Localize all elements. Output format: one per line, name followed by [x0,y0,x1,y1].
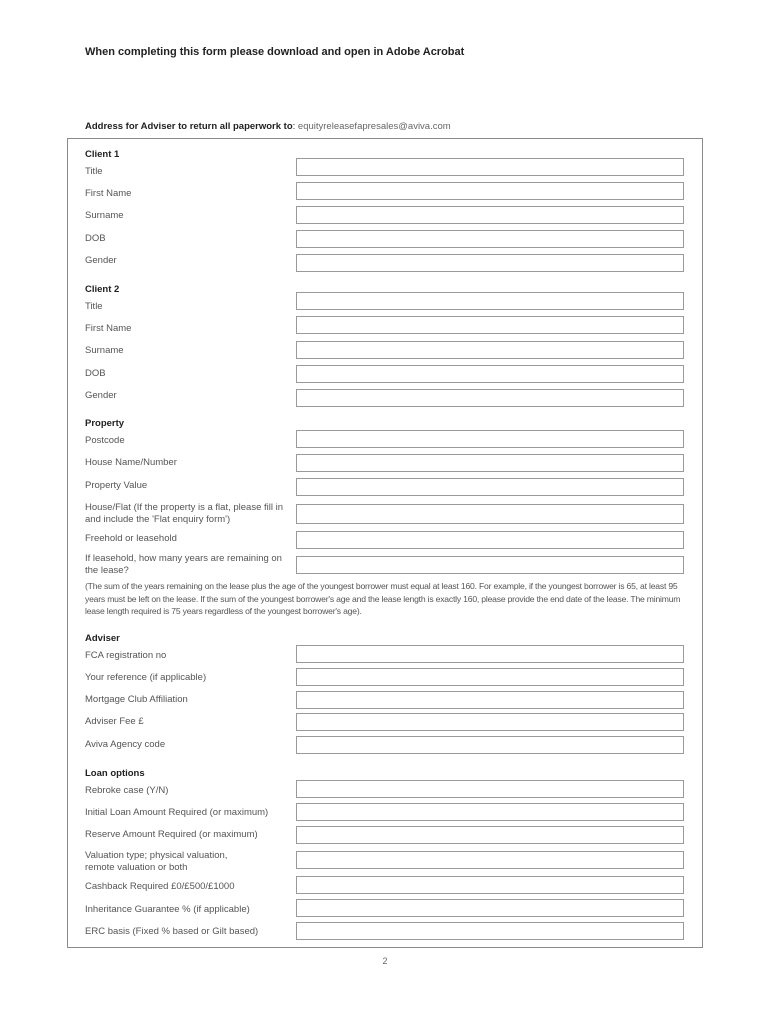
client1-gender-input[interactable] [296,254,684,272]
client1-gender-label: Gender [85,255,117,266]
return-address-line [85,121,451,132]
client1-first-name-input[interactable] [296,182,684,200]
loan-reserve-amount-label: Reserve Amount Required (or maximum) [85,829,258,840]
client1-first-name-label: First Name [85,188,132,199]
loan-initial-amount-label: Initial Loan Amount Required (or maximum) [85,807,269,818]
client2-surname-input[interactable] [296,341,684,359]
client1-title-input[interactable] [296,158,684,176]
adviser-agency-code-label: Aviva Agency code [85,739,166,750]
client2-gender-label: Gender [85,390,117,401]
property-value-label: Property Value [85,480,148,491]
property-lease-years-label: If leasehold, how many years are remaining on the lease? [85,553,282,576]
client2-dob-label: DOB [85,368,106,379]
section-adviser-heading: Adviser [85,633,120,644]
property-tenure-input[interactable] [296,531,684,549]
loan-initial-amount-input[interactable] [296,803,684,821]
property-house-name-label: House Name/Number [85,457,177,468]
loan-rebroke-label: Rebroke case (Y/N) [85,785,169,796]
section-client-1-heading: Client 1 [85,149,120,160]
loan-erc-basis-label: ERC basis (Fixed % based or Gilt based) [85,926,259,937]
property-house-name-input[interactable] [296,454,684,472]
loan-inheritance-input[interactable] [296,899,684,917]
adviser-fee-input[interactable] [296,713,684,731]
loan-inheritance-label: Inheritance Guarantee % (if applicable) [85,904,250,915]
client1-surname-input[interactable] [296,206,684,224]
property-postcode-label: Postcode [85,435,125,446]
property-house-flat-input[interactable] [296,504,684,524]
loan-valuation-type-label: Valuation type; physical valuation, remote valuation or both [85,850,228,873]
loan-cashback-label: Cashback Required £0/£500/£1000 [85,881,235,892]
loan-erc-basis-input[interactable] [296,922,684,940]
adviser-fca-input[interactable] [296,645,684,663]
client2-dob-input[interactable] [296,365,684,383]
client1-dob-input[interactable] [296,230,684,248]
lease-requirement-note: (The sum of the years remaining on the lease plus the age of the youngest borrower must equal at least 160. For example, if the youngest borrower is 65, at least 95 years must be left on the lease. If the sum of the youngest borrower's age and the lease length is exactly 160, please provide the end date of the lease. The minimum lease length required is 75 years regardless of the youngest borrower's age). [85,581,681,616]
client2-first-name-input[interactable] [296,316,684,334]
adviser-fca-label: FCA registration no [85,650,167,661]
client2-title-label: Title [85,301,103,312]
section-property-heading: Property [85,418,125,429]
client1-dob-label: DOB [85,233,106,244]
property-value-input[interactable] [296,478,684,496]
adviser-club-input[interactable] [296,691,684,709]
property-tenure-label: Freehold or leasehold [85,533,177,544]
client1-title-label: Title [85,166,103,177]
client2-surname-label: Surname [85,345,124,356]
return-address-separator: : [292,121,298,132]
client1-surname-label: Surname [85,210,124,221]
client2-gender-input[interactable] [296,389,684,407]
adviser-reference-input[interactable] [296,668,684,686]
property-house-flat-label: House/Flat (If the property is a flat, please fill in and include the 'Flat enquiry form') [85,502,284,525]
client2-first-name-label: First Name [85,323,132,334]
page-title: When completing this form please download and open in Adobe Acrobat [85,46,465,58]
adviser-fee-label: Adviser Fee £ [85,716,144,727]
adviser-reference-label: Your reference (if applicable) [85,672,207,683]
adviser-agency-code-input[interactable] [296,736,684,754]
loan-rebroke-input[interactable] [296,780,684,798]
client2-title-input[interactable] [296,292,684,310]
loan-valuation-type-input[interactable] [296,851,684,869]
adviser-club-label: Mortgage Club Affiliation [85,694,188,705]
return-address-email: equityreleasefapresales@aviva.com [297,121,451,132]
page-number: 2 [382,956,388,966]
section-client-2-heading: Client 2 [85,284,120,295]
property-postcode-input[interactable] [296,430,684,448]
loan-reserve-amount-input[interactable] [296,826,684,844]
return-address-label: Address for Adviser to return all paperwork to [85,121,293,132]
loan-cashback-input[interactable] [296,876,684,894]
property-lease-years-input[interactable] [296,556,684,574]
section-loan-options-heading: Loan options [85,768,145,779]
